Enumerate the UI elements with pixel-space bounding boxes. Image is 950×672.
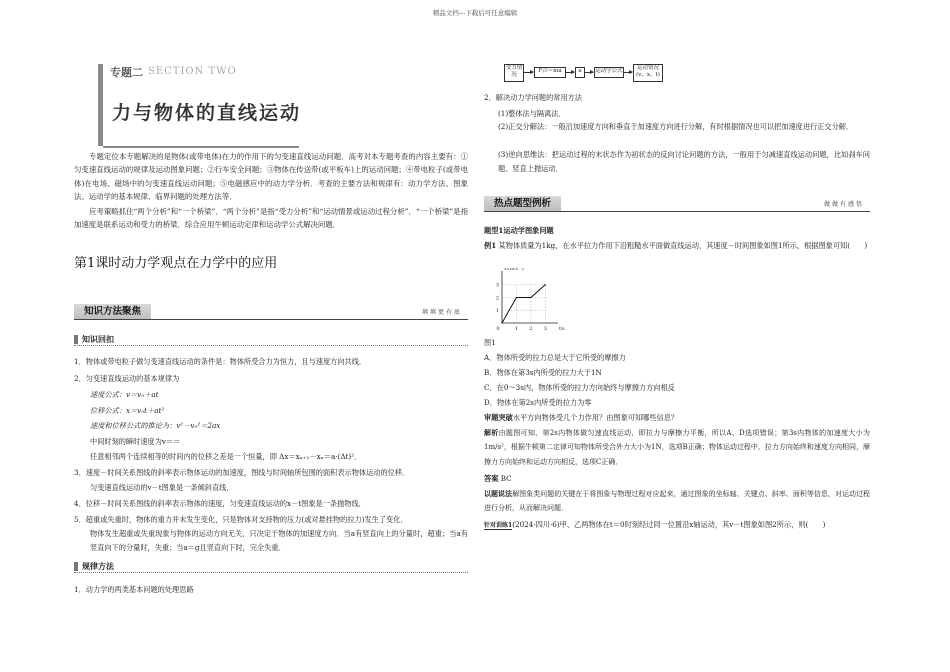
lesson-title: 第1课时动力学观点在力学中的应用	[74, 256, 278, 271]
option-a: A．物体所受的拉力总是大于它所受的摩擦力	[484, 353, 626, 362]
answer	[484, 473, 512, 485]
data-point	[516, 297, 517, 298]
review-subheading-label: 知识回扣	[82, 334, 114, 344]
intro-paragraph-2: 应考策略抓住“两个分析”和“一个桥梁”．“两个分析”是指“受力分析”和“运动情景或运动过程分析”．“一个桥梁”是指加速度是联系运动和受力的桥梁．综合应用牛顿运动定律和运动学公式解决问题．	[74, 207, 468, 230]
y-tick-label: 3	[495, 282, 499, 289]
flow-arrow	[523, 72, 533, 73]
data-point	[530, 297, 531, 298]
review-line-5: 速度和位移公式的推论为：v²－v₀²＝2ax	[90, 421, 221, 430]
training-1	[484, 517, 870, 533]
right-line-1: 2．解决动力学问题的常用方法	[484, 93, 583, 102]
method-subheading-label: 规律方法	[82, 561, 114, 571]
knowledge-banner-label: 知识方法聚焦	[74, 304, 151, 319]
figure-label: 图1	[484, 338, 496, 347]
x-tick-label: 3	[543, 326, 547, 332]
solution-text: 由题图可知，第2s内物体做匀速直线运动，即拉力与摩擦力平衡，所以A、D选项错误；第3s内物体的加速度大小为1m/s²，根据牛顿第二定律可知物体所受合外力大小为1N，选项B正确；物体运动过程中，拉力方向始终和速度方向相同，摩擦力方向始终和运动方向相反，选项C正确．	[484, 429, 870, 466]
review-line-11: 5．超重或失重时，物体的重力并未发生变化，只是物体对支持物的压力(或对悬挂物的拉力)发生了变化．	[74, 515, 408, 524]
example-text: 某物体质量为1kg，在水平拉力作用下沿粗糙水平面做直线运动，其速度－时间图象如图1所示，根据图象可知( )	[498, 241, 868, 250]
summary-text: 解图象类问题的关键在于将图象与物理过程对应起来，通过图象的坐标轴、关键点、斜率、面积等信息，对运动过程进行分析，从而解决问题．	[484, 490, 871, 513]
review-line-10: 4．位移－时间关系图线的斜率表示物体的速度，匀变速直线运动的x－t图象是一条抛物线．	[74, 499, 366, 508]
solution	[484, 426, 870, 469]
review-line-6: 中间时刻的瞬时速度为v＝＝	[90, 437, 181, 446]
y-axis-label: v/(m·s⁻¹)	[504, 268, 524, 272]
review-line-4: 位移公式：x＝v₀t＋at²	[90, 406, 165, 415]
right-line-2: (1)整体法与隔离法．	[498, 109, 566, 118]
right-line-3: (2)正交分解法：一般沿加速度方向和垂直于加速度方向进行分解，有时根据情况也可以把加速度进行正交分解．	[498, 122, 854, 131]
x-tick-label: 2	[529, 326, 533, 332]
subheading-marker	[74, 562, 78, 571]
flow-arrow	[623, 72, 632, 73]
x-axis-label: t/s	[559, 327, 565, 332]
method-subheading	[74, 560, 468, 573]
data-point	[545, 284, 546, 285]
chapter-title-block	[98, 62, 310, 148]
velocity-series-line	[502, 285, 545, 323]
hint-text: 水平方向物体受几个力作用？由图象可知哪些信息？	[512, 413, 679, 422]
flow-box-forces: 受力情况	[504, 64, 524, 82]
review-line-7: 任意相邻两个连续相等的时间内的位移之差是一个恒量，即 Δx＝xₙ₊₁－xₙ＝a·(Δt)²．	[90, 452, 362, 461]
review-subheading	[74, 333, 468, 346]
flow-box-motion: 运动情况(v、x、t)	[633, 64, 663, 82]
hot-topics-banner-label: 热点题型例析	[484, 196, 561, 211]
option-c: C．在0～3s内，物体所受的拉力方向始终与摩擦力方向相反	[484, 383, 675, 392]
hint-label: 审题突破	[484, 413, 513, 422]
flow-arrow	[584, 72, 593, 73]
flow-box-acceleration: a	[575, 67, 585, 78]
review-line-12: 物体发生超重或失重现象与物体的运动方向无关，只决定于物体的加速度方向．当a有竖直向上的分量时，超重；当a有竖直向下的分量时，失重；当a＝g且竖直向下时，完全失重．	[90, 529, 468, 552]
title-horizontal-bar	[103, 146, 299, 148]
training-label: 针对训练1	[484, 522, 513, 529]
flow-box-newton: F合＝ma	[534, 67, 566, 78]
topic-number: 专题二	[110, 66, 143, 79]
review-line-9: 匀变速直线运动的v－t图象是一条倾斜直线．	[90, 483, 234, 492]
right-line-4: (3)逆向思维法：把运动过程的末状态作为初状态的反向讨论问题的方法，一般用于匀减速直线运动问题，比如刹车问题、竖直上抛运动．	[498, 150, 870, 173]
hint	[484, 412, 678, 424]
x-tick-label: 0	[496, 326, 500, 332]
option-d: D．物体在第2s内所受的拉力为零	[484, 398, 592, 407]
intro-paragraph-1: 专题定位本专题解决的是物体(或带电体)在力的作用下的匀变速直线运动问题．高考对本专题考查的内容主要有：①匀变速直线运动的规律及运动图象问题；②行车安全问题；③物体在传送带(或平板车)上的运动问题；④带电粒子(或带电体)在电场、磁场中的匀变速直线运动问题；⑤电磁感应中的动力学分析．考查的主要方法和规律有：动力学方法、图象法、运动学的基本规律、临界问题的处理方法等．	[74, 152, 468, 202]
summary-label: 以题说法	[484, 489, 513, 498]
review-line-8: 3．速度－时间关系图线的斜率表示物体运动的加速度，图线与时间轴所包围的面积表示物体运动的位移．	[74, 468, 410, 477]
x-tick-label: 1	[514, 326, 519, 332]
hot-topics-banner-note: 做做有感悟	[823, 201, 864, 208]
answer-label: 答案	[484, 474, 499, 483]
knowledge-banner	[74, 304, 468, 320]
review-line-2: 2．匀变速直线运动的基本规律为	[74, 374, 180, 383]
review-line-3: 速度公式：v＝v₀＋at	[90, 390, 159, 399]
answer-text: BC	[500, 474, 512, 483]
summary	[484, 487, 870, 516]
training-text: (2024·四川·6)甲、乙两物体在t＝0时刻经过同一位置沿x轴运动，其v－t图象如图2所示，则( )	[512, 520, 826, 529]
dynamics-flow-diagram	[504, 62, 674, 86]
hot-topics-banner	[484, 196, 870, 212]
chapter-title: 力与物体的直线运动	[112, 102, 302, 124]
example-label: 例1	[484, 241, 497, 250]
flow-arrow	[565, 72, 574, 73]
review-line-1: 1．物体或带电粒子做匀变速直线运动的条件是：物体所受合力为恒力，且与速度方向共线．	[74, 357, 367, 366]
method-line-1: 1．动力学的两类基本问题的处理思路	[74, 585, 194, 594]
header-note: 精品文档---下载后可任意编辑	[432, 9, 518, 17]
knowledge-banner-note: 填填更有底	[421, 309, 462, 316]
data-point	[501, 322, 502, 323]
option-b: B．物体在第3s内所受的拉力大于1N	[484, 368, 602, 377]
y-tick-label: 2	[495, 295, 499, 302]
solution-label: 解析	[484, 428, 499, 437]
flow-box-kinematics: 运动学公式	[594, 67, 624, 78]
example-1	[484, 239, 870, 253]
section-label: SECTION TWO	[148, 66, 237, 77]
title-vertical-bar	[98, 64, 103, 146]
problem-heading: 题型1运动学图象问题	[484, 226, 554, 235]
subheading-marker	[74, 335, 78, 344]
y-tick-label: 1	[495, 308, 499, 315]
velocity-time-chart	[490, 268, 566, 334]
